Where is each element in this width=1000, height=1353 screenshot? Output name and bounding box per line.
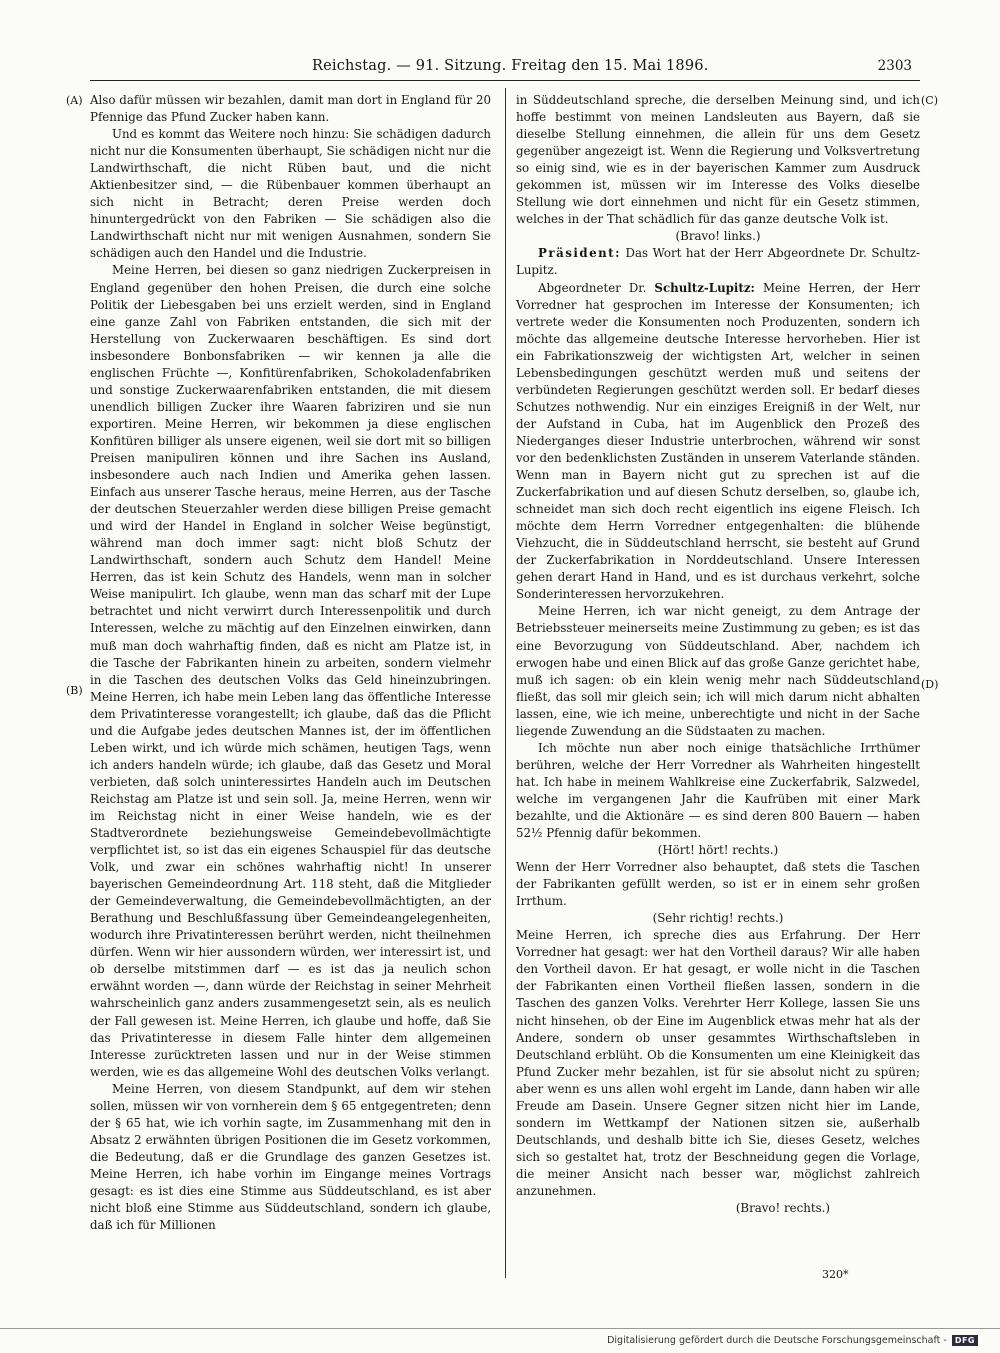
paragraph: Also dafür müssen wir bezahlen, damit man dort in England für 20 Pfennige das Pfund Zucker haben kann. <box>90 93 491 125</box>
paragraph: Und es kommt das Weitere noch hinzu: Sie schädigen dadurch nicht nur die Konsumenten überhaupt, Sie schädigen nicht nur die Landwirthschaft, die nicht Rüben baut, und die nicht Aktienbesitzer sind, — die Rübenbauer kommen überhaupt an sich nicht in Betracht; deren Preise werden doch hinuntergedrückt von den Fabriken — Sie schädigen also die Landwirthschaft nicht nur mit wenigen Ausnahmen, sondern Sie schädigen auch den Handel und die Industrie. <box>90 127 491 261</box>
interjection: (Bravo! rechts.) <box>735 1201 830 1216</box>
margin-mark-c: (C) <box>921 94 938 107</box>
margin-mark-a: (A) <box>66 94 83 107</box>
dfg-logo: DFG <box>952 1335 978 1346</box>
column-divider <box>505 88 506 1278</box>
interjection: (Sehr richtig! rechts.) <box>652 911 784 926</box>
president-statement <box>516 245 920 279</box>
margin-mark-b: (B) <box>66 684 83 697</box>
president-text: Das Wort hat der Herr Abgeordnete Dr. Schultz-Lupitz. <box>516 246 920 278</box>
interjection: (Hört! hört! rechts.) <box>657 843 779 858</box>
paragraph: Ich möchte nun aber noch einige thatsächliche Irrthümer berühren, welche der Herr Vorredner als Wahrheiten hingestellt hat. Ich habe in meinem Wahlkreise eine Zuckerfabrik, Salzwedel, welche im vergangenen Jahr die Kaufrüben mit einer Mark bezahlte, und die Aktionäre — es sind deren 800 Bauern — haben 52½ Pfennig dafür bekommen. <box>516 740 920 841</box>
running-header <box>90 54 920 80</box>
page-number: 2303 <box>877 58 912 74</box>
paragraph: Meine Herren, ich spreche dies aus Erfahrung. Der Herr Vorredner hat gesagt: wer hat den Vortheil daraus? Wir alle haben den Vortheil davon. Er hat gesagt, er wolle nicht in die Taschen der Fabrikanten einen Vortheil fließen lassen, sondern in die Taschen des ganzen Volks. Verehrter Herr Kollege, lassen Sie uns nicht hinsehen, ob der Eine im Augenblick etwas mehr hat als der Andere, sondern ob unser gesammtes Wirthschaftsleben in Deutschland erblüht. Ob die Konsumenten um eine Kleinigkeit das Pfund Zucker mehr bezahlen, ist für sie absolut nicht zu spüren; aber wenn es uns allen wohl ergeht im Lande, dann haben wir alle Freude am Dasein. Unsere Gegner sitzen nicht hier im Lande, sondern im Wettkampf der Nationen sitzen sie, außerhalb Deutschlands, und deshalb bitte ich Sie, dieses Gesetz, welches sich so gestaltet hat, trotz der Beschneidung gegen die Vorlage, die meiner Ansicht nach besser war, möglichst zahlreich anzunehmen. <box>516 928 920 1198</box>
paragraph: Meine Herren, ich war nicht geneigt, zu dem Antrage der Betriebssteuer meinerseits meine Zustimmung zu geben; es ist das eine Bevorzugung von Süddeutschland. Aber, nachdem ich erwogen habe und einen Blick auf das große Ganze gerichtet habe, muß ich sagen: ob ein klein wenig mehr nach Süddeutschland fließt, das soll mir gleich sein; ich will mich darum nicht abhalten lassen, eine, wie ich meine, unberechtigte und nicht in der Sache liegende Zuwendung an die Südstaaten zu machen. <box>516 604 920 738</box>
left-column <box>90 92 491 1234</box>
paragraph: Meine Herren, bei diesen so ganz niedrigen Zuckerpreisen in England gegenüber den hohen Preisen, die durch eine solche Politik der Liebesgaben bei uns erzielt werden, sind in England eine ganze Zahl von Fabriken entstanden, die sich mit der Herstellung von Zuckerwaaren beschäftigen. Es sind dort insbesondere Bonbonsfabriken — wir kennen ja alle die englischen Früchte —, Konfitürenfabriken, Schokoladenfabriken und sonstige Zuckerwaarenfabriken entstanden, die mit diesem unendlich billigen Zucker ihre Waaren fabriziren und sie nun exportiren. Meine Herren, wir bekommen ja diese englischen Konfitüren billiger als unsere eigenen, weil sie dort mit so billigen Preisen manipuliren können und ihre Sachen ins Ausland, insbesondere auch nach Indien und Amerika gehen lassen. Einfach aus unserer Tasche heraus, meine Herren, aus der Tasche der deutschen Steuerzahler werden diese billigen Preise gemacht und wird der Handel in England in solcher Weise begünstigt, während man doch immer sagt: nicht bloß Schutz der Landwirthschaft, sondern auch Schutz dem Handel! Meine Herren, das ist kein Schutz des Handels, wenn man in solcher Weise manipulirt. Ich glaube, wenn man das scharf mit der Lupe betrachtet und nicht verwirrt durch Interessenpolitik und durch Interessen, welche zu mächtig auf den Einzelnen einwirken, dann muß man doch wahrhaftig finden, daß es nicht am Platze ist, in die Tasche der Fabrikanten hinein zu arbeiten, sondern vielmehr in die Taschen des deutschen Volks das Geld hineinzubringen. Meine Herren, ich habe mein Leben lang das öffentliche Interesse dem Privatinteresse vorangestellt; ich glaube, daß das die Pflicht und die Aufgabe jedes deutschen Mannes ist, der im öffentlichen Leben wirkt, und ich würde mich schämen, heutigen Tags, wenn ich anders handeln würde; ich glaube, daß das Gesetz und Moral verbieten, daß solch uninteressirtes Handeln auch im Deutschen Reichstag am Platze ist und sein soll. Ja, meine Herren, wenn wir im Reichstag nicht in einer Weise handeln, wie es der Stadtverordnete beziehungsweise Gemeindebevollmächtigte verpflichtet ist, so ist das ein eigenes Schauspiel für das deutsche Volk, und zwar ein schönes wahrhaftig nicht! In unserer bayerischen Gemeindeordnung Art. 118 steht, daß die Mitglieder der Gemeindeverwaltung, die Gemeindebevollmächtigten, an der Berathung und Beschlußfassung über Gemeindeangelegenheiten, wodurch ihre Privatinteressen berührt werden, nicht theilnehmen dürfen. Wenn wir hier aussondern würden, wer interessirt ist, und ob derselbe mitstimmen darf — es ist das ja neulich schon erwähnt worden —, dann würde der Reichstag in seiner Mehrheit wahrscheinlich ganz anders zusammengesetzt sein, als es neulich der Fall gewesen ist. Meine Herren, ich glaube und hoffe, daß Sie das Privatinteresse in diesem Falle hinter dem allgemeinen Interesse zurücktreten lassen und nur in der Weise stimmen werden, wie es das allgemeine Wohl des deutschen Volks verlangt. <box>90 263 491 1079</box>
speaker-prefix: Abgeordneter Dr. <box>538 280 647 295</box>
margin-mark-d: (D) <box>921 678 939 691</box>
paragraph: in Süddeutschland spreche, die derselben Meinung sind, und ich hoffe bestimmt von meinen Landsleuten aus Bayern, daß sie dieselbe Stellung einnehmen, die allein für uns dem Gesetz gegenüber angezeigt ist. Wenn die Regierung und Volksvertretung so einig sind, wie es in der bayerischen Kammer zum Ausdruck gekommen ist, müssen wir im Interesse des Volks dieselbe Stellung wie dort einnehmen und nicht für ein Gesetz stimmen, welches in der That schädlich für das ganze deutsche Volk ist. <box>516 93 920 227</box>
footer-credit: Digitalisierung gefördert durch die Deutsche Forschungsgemeinschaft - <box>607 1334 947 1346</box>
speaker-name: Schultz-Lupitz: <box>654 280 755 295</box>
paragraph: Meine Herren, von diesem Standpunkt, auf dem wir stehen sollen, müssen wir von vornherein dem § 65 entgegentreten; denn der § 65 hat, wie ich vorhin sagte, im Zusammenhang mit den in Absatz 2 erwähnten übrigen Positionen die im Gesetz vorkommen, die Bedeutung, daß er die Grundlage des ganzen Gesetzes ist. Meine Herren, ich habe vorhin im Eingange meines Vortrags gesagt: es ist dies eine Stimme aus Süddeutschland, es ist aber nicht bloß eine Stimme aus Süddeutschland, sondern ich glaube, daß ich für Millionen <box>90 1081 491 1233</box>
right-column <box>516 92 920 1217</box>
interjection: (Bravo! links.) <box>675 229 761 244</box>
digitization-footer <box>607 1333 978 1347</box>
speech-text: Meine Herren, der Herr Vorredner hat gesprochen im Interesse der Konsumenten; ich vertrete weder die Konsumenten noch Produzenten, sondern ich möchte das allgemeine deutsche Interesse hervorheben. Hier ist ein Fabrikationszweig der wichtigsten Art, welcher in seinen Lebensbedingungen geschützt werden muß und seitens der verbündeten Regierungen geschützt werden soll. Er bedarf dieses Schutzes nothwendig. Nur ein einziges Ereigniß in der Welt, nur der Aufstand in Cuba, hat im Augenblick den Prozeß des Niederganges dieser Industrie unterbrochen, während wir sonst vor den bedenklichsten Zuständen in unserem Vaterlande ständen. Wenn man in Bayern nicht gut zu sprechen ist auf die Zuckerfabrikation und auf diesen Schutz derselben, so, glaube ich, schneidet man sich doch recht eigentlich ins eigene Fleisch. Ich möchte dem Herrn Vorredner entgegenhalten: die blühende Viehzucht, die in Süddeutschland herrscht, sie besteht auf Grund der Zuckerfabrikation in Norddeutschland. Unsere Interessen gehen derart Hand in Hand, und es ist durchaus verkehrt, solche Sonderinteressen hervorzukehren. <box>516 280 920 602</box>
signature-mark: 320* <box>822 1268 849 1281</box>
paragraph: Wenn der Herr Vorredner also behauptet, daß stets die Taschen der Fabrikanten gefüllt werden, so ist er in einem sehr großen Irrthum. <box>516 860 920 909</box>
running-head: Reichstag. — 91. Sitzung. Freitag den 15. Mai 1896. <box>312 58 709 74</box>
footer-rule <box>0 1328 1000 1329</box>
header-rule <box>90 80 920 81</box>
president-label: Präsident: <box>538 246 621 261</box>
speech-paragraph <box>516 280 920 604</box>
